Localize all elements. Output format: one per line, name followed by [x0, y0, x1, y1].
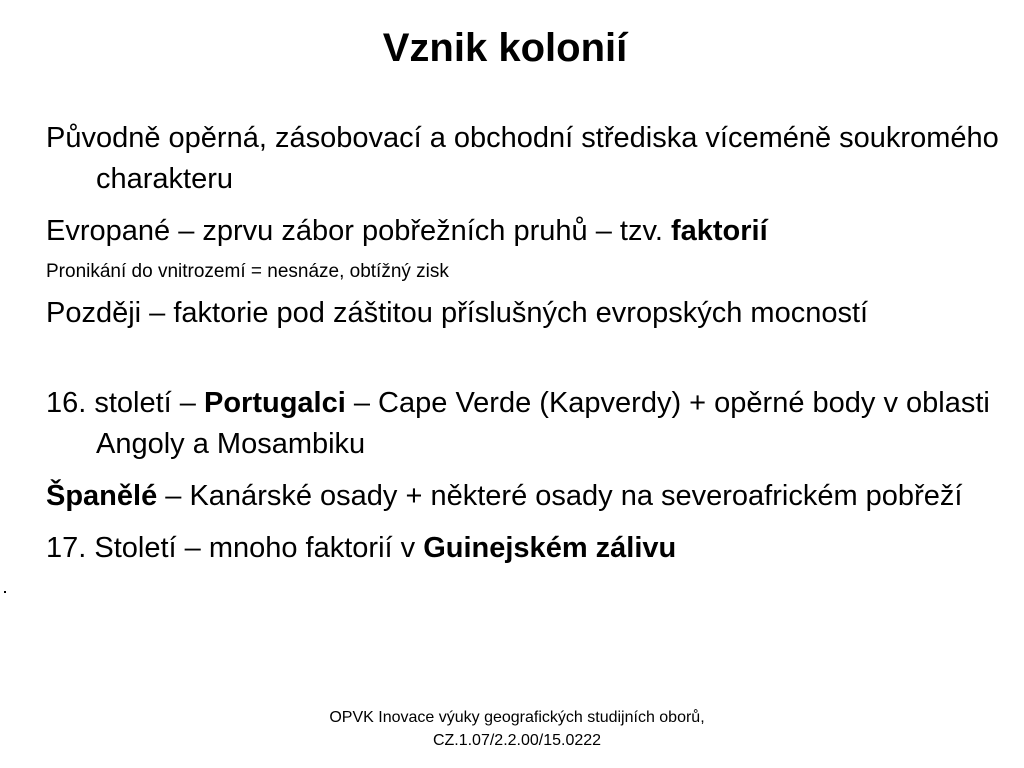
bullet-spaniards-after: – Kanárské osady + některé osady na severoafrickém pobřeží — [157, 480, 963, 512]
stray-dot — [4, 591, 6, 593]
footer-line-1: OPVK Inovace výuky geografických studijních oborů, — [329, 709, 705, 726]
bullet-16th-century-before: 16. století – — [46, 387, 204, 419]
bullet-inland-text: Pronikání do vnitrozemí = nesnáze, obtížný zisk — [46, 261, 449, 282]
bullet-later-text: Později – faktorie pod záštitou příslušných evropských mocností — [46, 297, 869, 329]
bullet-17th-century-bold: Guinejském zálivu — [423, 532, 677, 564]
slide-footer — [262, 706, 772, 752]
bullet-inland — [46, 259, 1006, 285]
bullet-spaniards-bold: Španělé — [46, 480, 158, 512]
footer-line-2: CZ.1.07/2.2.00/15.0222 — [432, 732, 602, 749]
bullet-17th-century-before: 17. Století – mnoho faktorií v — [46, 532, 424, 564]
bullet-europeans-text: Evropané – zprvu zábor pobřežních pruhů – tzv. — [46, 215, 671, 247]
bullet-origin — [46, 118, 1006, 200]
bullet-origin-text: Původně opěrná, zásobovací a obchodní střediska víceméně soukromého charakteru — [46, 122, 999, 195]
bullet-europeans — [46, 211, 1006, 252]
bullet-spaniards — [46, 476, 1006, 517]
bullet-16th-century-after: – Cape Verde (Kapverdy) + opěrné body v oblasti Angoly a Mosambiku — [96, 387, 990, 460]
slide-title: Vznik kolonií — [382, 26, 628, 70]
bullet-16th-century-bold: Portugalci — [204, 387, 346, 419]
bullet-europeans-bold: faktorií — [670, 215, 768, 247]
bullet-17th-century — [46, 528, 1006, 569]
slide-content — [46, 118, 1006, 580]
bullet-16th-century — [46, 383, 1006, 465]
bullet-later — [46, 293, 1006, 334]
